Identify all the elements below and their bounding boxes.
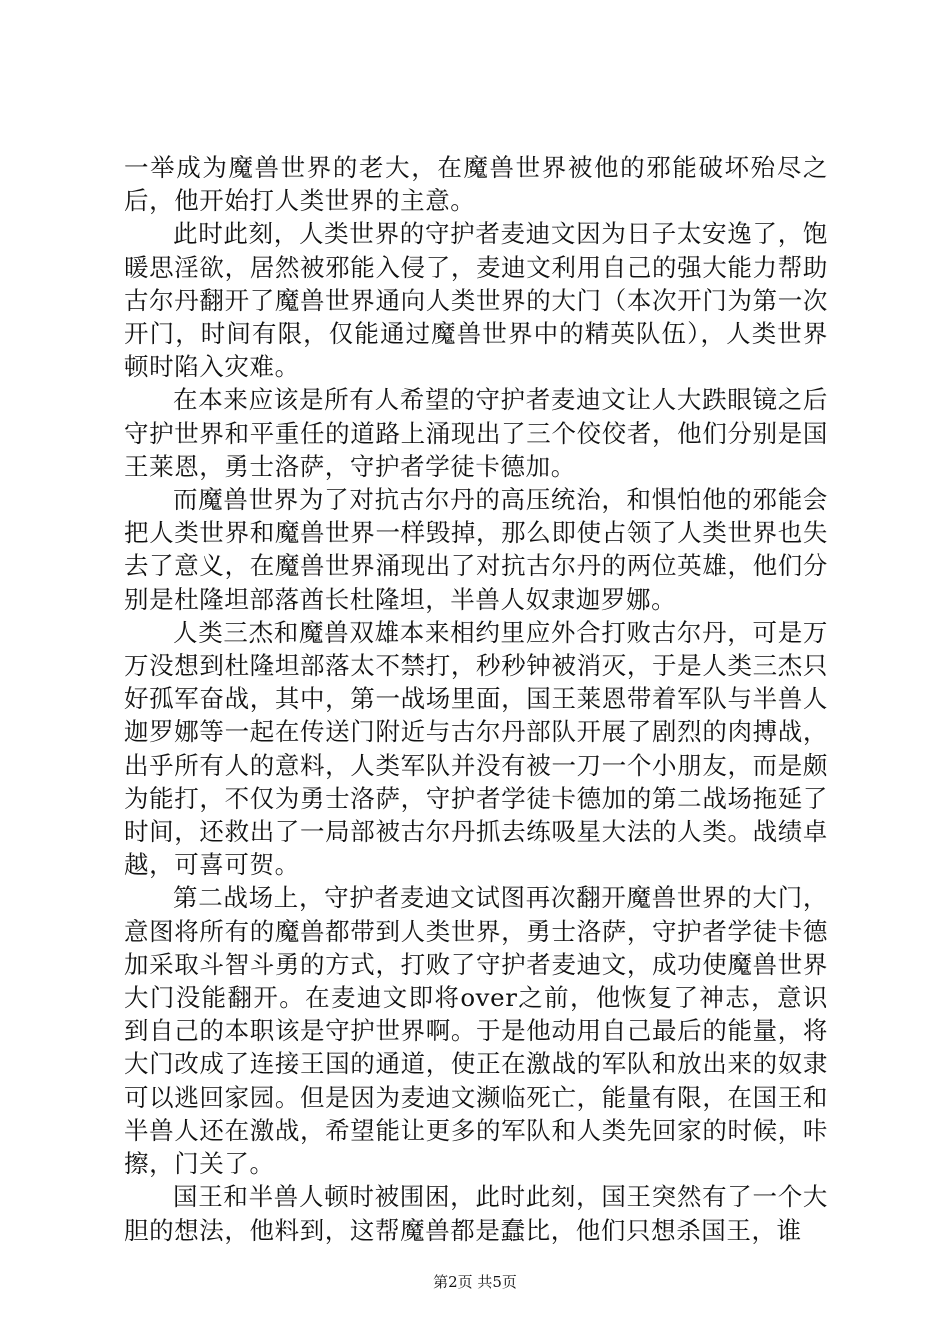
page-number-footer: 第2页 共5页 xyxy=(433,1273,517,1291)
paragraph-continuation: 一举成为魔兽世界的老大，在魔兽世界被他的邪能破坏殆尽之后，他开始打人类世界的主意。 xyxy=(124,153,828,216)
paragraph-two-orc-heroes: 而魔兽世界为了对抗古尔丹的高压统治，和惧怕他的邪能会把人类世界和魔兽世界一样毁掉，那么即使占领了人类世界也失去了意义，在魔兽世界涌现出了对抗古尔丹的两位英雄，他们分别是杜隆坦部落酋长杜隆坦，半兽人奴隶迦罗娜。 xyxy=(124,485,828,614)
paragraph-second-battlefield: 第二战场上，守护者麦迪文试图再次翻开魔兽世界的大门，意图将所有的魔兽都带到人类世界，勇士洛萨，守护者学徒卡德加采取斗智斗勇的方式，打败了守护者麦迪文，成功使魔兽世界大门没能翻开。在麦迪文即将over之前，他恢复了神志，意识到自己的本职该是守护世界啊。于是他动用自己最后的能量，将大门改成了连接王国的通道，使正在激战的军队和放出来的奴隶可以逃回家园。但是因为麦迪文濒临死亡，能量有限，在国王和半兽人还在激战，希望能让更多的军队和人类先回家的时候，咔擦，门关了。 xyxy=(124,883,828,1179)
document-body xyxy=(124,151,828,1247)
paragraph-first-battlefield: 人类三杰和魔兽双雄本来相约里应外合打败古尔丹，可是万万没想到杜隆坦部落太不禁打，秒秒钟被消灭，于是人类三杰只好孤军奋战，其中，第一战场里面，国王莱恩带着军队与半兽人迦罗娜等一起在传送门附近与古尔丹部队开展了剧烈的肉搏战，出乎所有人的意料，人类军队并没有被一刀一个小朋友，而是颇为能打，不仅为勇士洛萨，守护者学徒卡德加的第二战场拖延了时间，还救出了一局部被古尔丹抓去练吸星大法的人类。战绩卓越，可喜可贺。 xyxy=(124,617,828,880)
paragraph-medivh-corrupted: 此时此刻，人类世界的守护者麦迪文因为日子太安逸了，饱暖思淫欲，居然被邪能入侵了，麦迪文利用自己的强大能力帮助古尔丹翻开了魔兽世界通向人类世界的大门（本次开门为第一次开门，时间有限，仅能通过魔兽世界中的精英队伍），人类世界顿时陷入灾难。 xyxy=(124,219,828,382)
paragraph-three-heroes: 在本来应该是所有人希望的守护者麦迪文让人大跌眼镜之后守护世界和平重任的道路上涌现出了三个佼佼者，他们分别是国王莱恩，勇士洛萨，守护者学徒卡德加。 xyxy=(124,385,828,481)
paragraph-king-surrounded: 国王和半兽人顿时被围困，此时此刻，国王突然有了一个大胆的想法，他料到，这帮魔兽都是蠢比，他们只想杀国王，谁 xyxy=(124,1182,828,1245)
